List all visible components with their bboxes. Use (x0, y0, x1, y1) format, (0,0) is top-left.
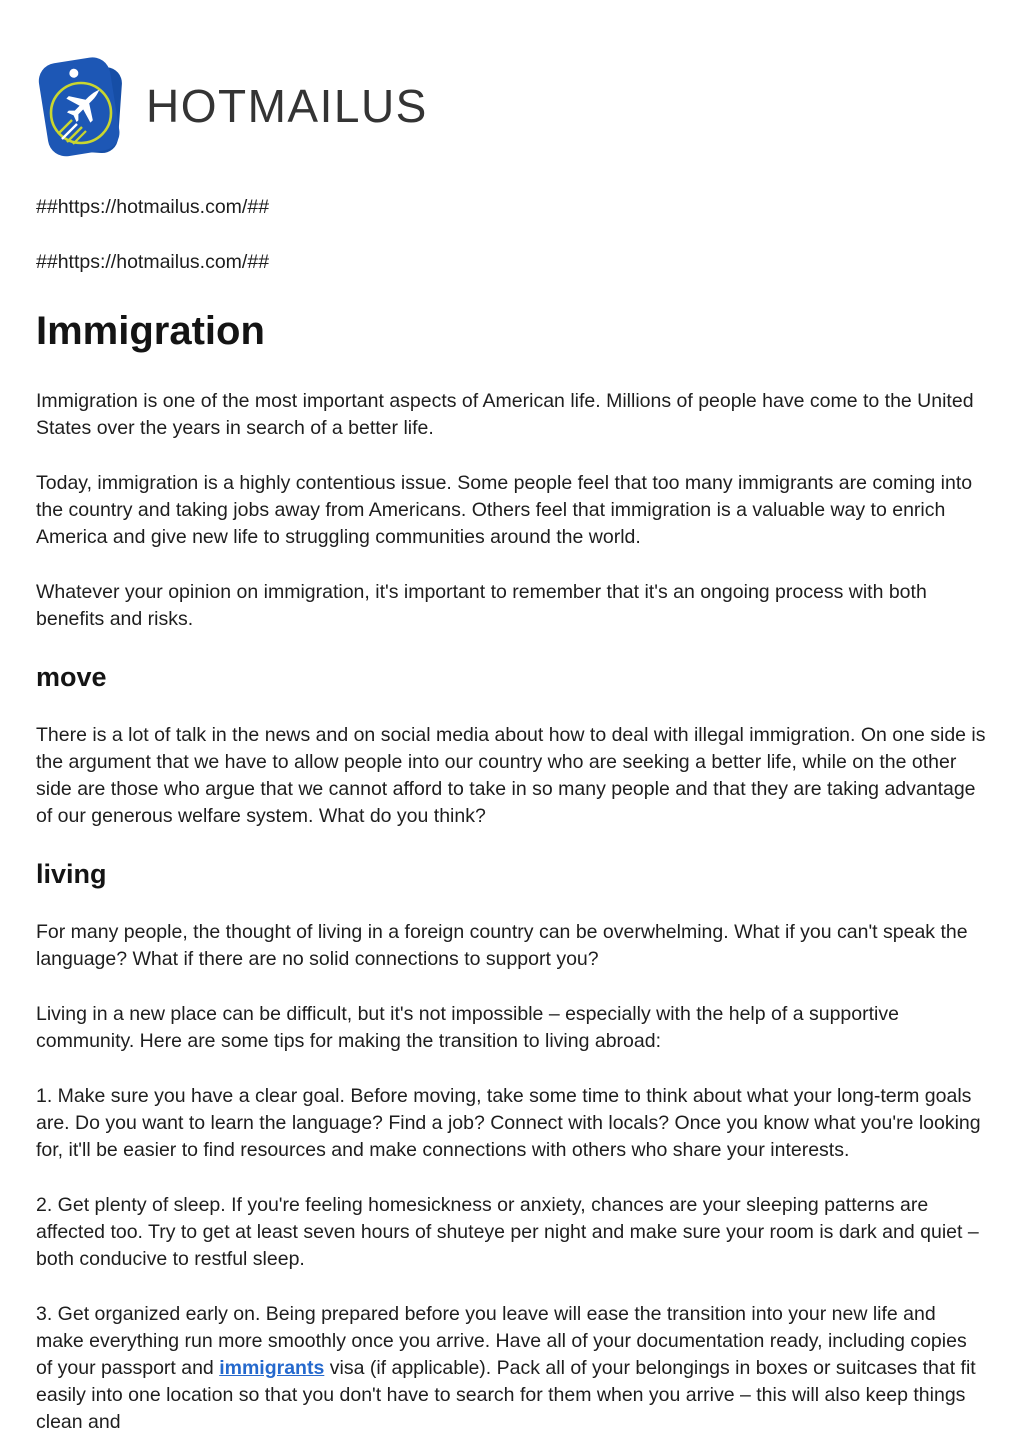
living-tip-1: 1. Make sure you have a clear goal. Before moving, take some time to think about what your long-term goals are. Do you want to learn the language? Find a job? Connect with locals? Once you know what you're looking for, it'll be easier to find resources and make connections with others who share your interests. (36, 1085, 981, 1161)
page-title: Immigration (36, 309, 265, 353)
site-url-text-1: ##https://hotmailus.com/## (36, 196, 270, 218)
living-tip-3 (36, 1301, 988, 1436)
section-heading-living: living (36, 859, 107, 889)
living-tip-3-text-after: visa (if applicable). Pack all of your belongings in boxes or suitcases that fit easily into one location so that you don't have to search for them when you arrive – this will also keep things clean and (36, 1357, 976, 1433)
section-heading-move: move (36, 662, 107, 692)
living-paragraph-2: Living in a new place can be difficult, but it's not impossible – especially with the help of a supportive community. Here are some tips for making the transition to living abroad: (36, 1003, 899, 1052)
intro-paragraph-3: Whatever your opinion on immigration, it's important to remember that it's an ongoing process with both benefits and risks. (36, 581, 927, 630)
site-header (36, 52, 988, 164)
site-url-text-2: ##https://hotmailus.com/## (36, 251, 270, 273)
intro-paragraph-1: Immigration is one of the most important aspects of American life. Millions of people have come to the United States over the years in search of a better life. (36, 390, 974, 439)
living-paragraph-1: For many people, the thought of living in a foreign country can be overwhelming. What if you can't speak the language? What if there are no solid connections to support you? (36, 921, 968, 970)
immigrants-link[interactable]: immigrants (219, 1357, 325, 1379)
airplane-tag-logo-icon (36, 52, 130, 164)
living-tip-2: 2. Get plenty of sleep. If you're feeling homesickness or anxiety, chances are your sleeping patterns are affected too. Try to get at least seven hours of shuteye per night and make sure your room is dark and quiet – both conducive to restful sleep. (36, 1194, 979, 1270)
move-paragraph-1: There is a lot of talk in the news and on social media about how to deal with illegal immigration. On one side is the argument that we have to allow people into our country who are seeking a better life, while on the other side are those who argue that we cannot afford to take in so many people and that they are taking advantage of our generous welfare system. What do you think? (36, 724, 986, 827)
living-tip-3-text-before: 3. Get organized early on. Being prepared before you leave will ease the transition into your new life and make everything run more smoothly once you arrive. Have all of your documentation ready, including copies of your passport and (36, 1303, 967, 1379)
intro-paragraph-2: Today, immigration is a highly contentious issue. Some people feel that too many immigrants are coming into the country and taking jobs away from Americans. Others feel that immigration is a valuable way to enrich America and give new life to struggling communities around the world. (36, 472, 973, 548)
brand-name: HOTMAILUS (146, 80, 428, 132)
